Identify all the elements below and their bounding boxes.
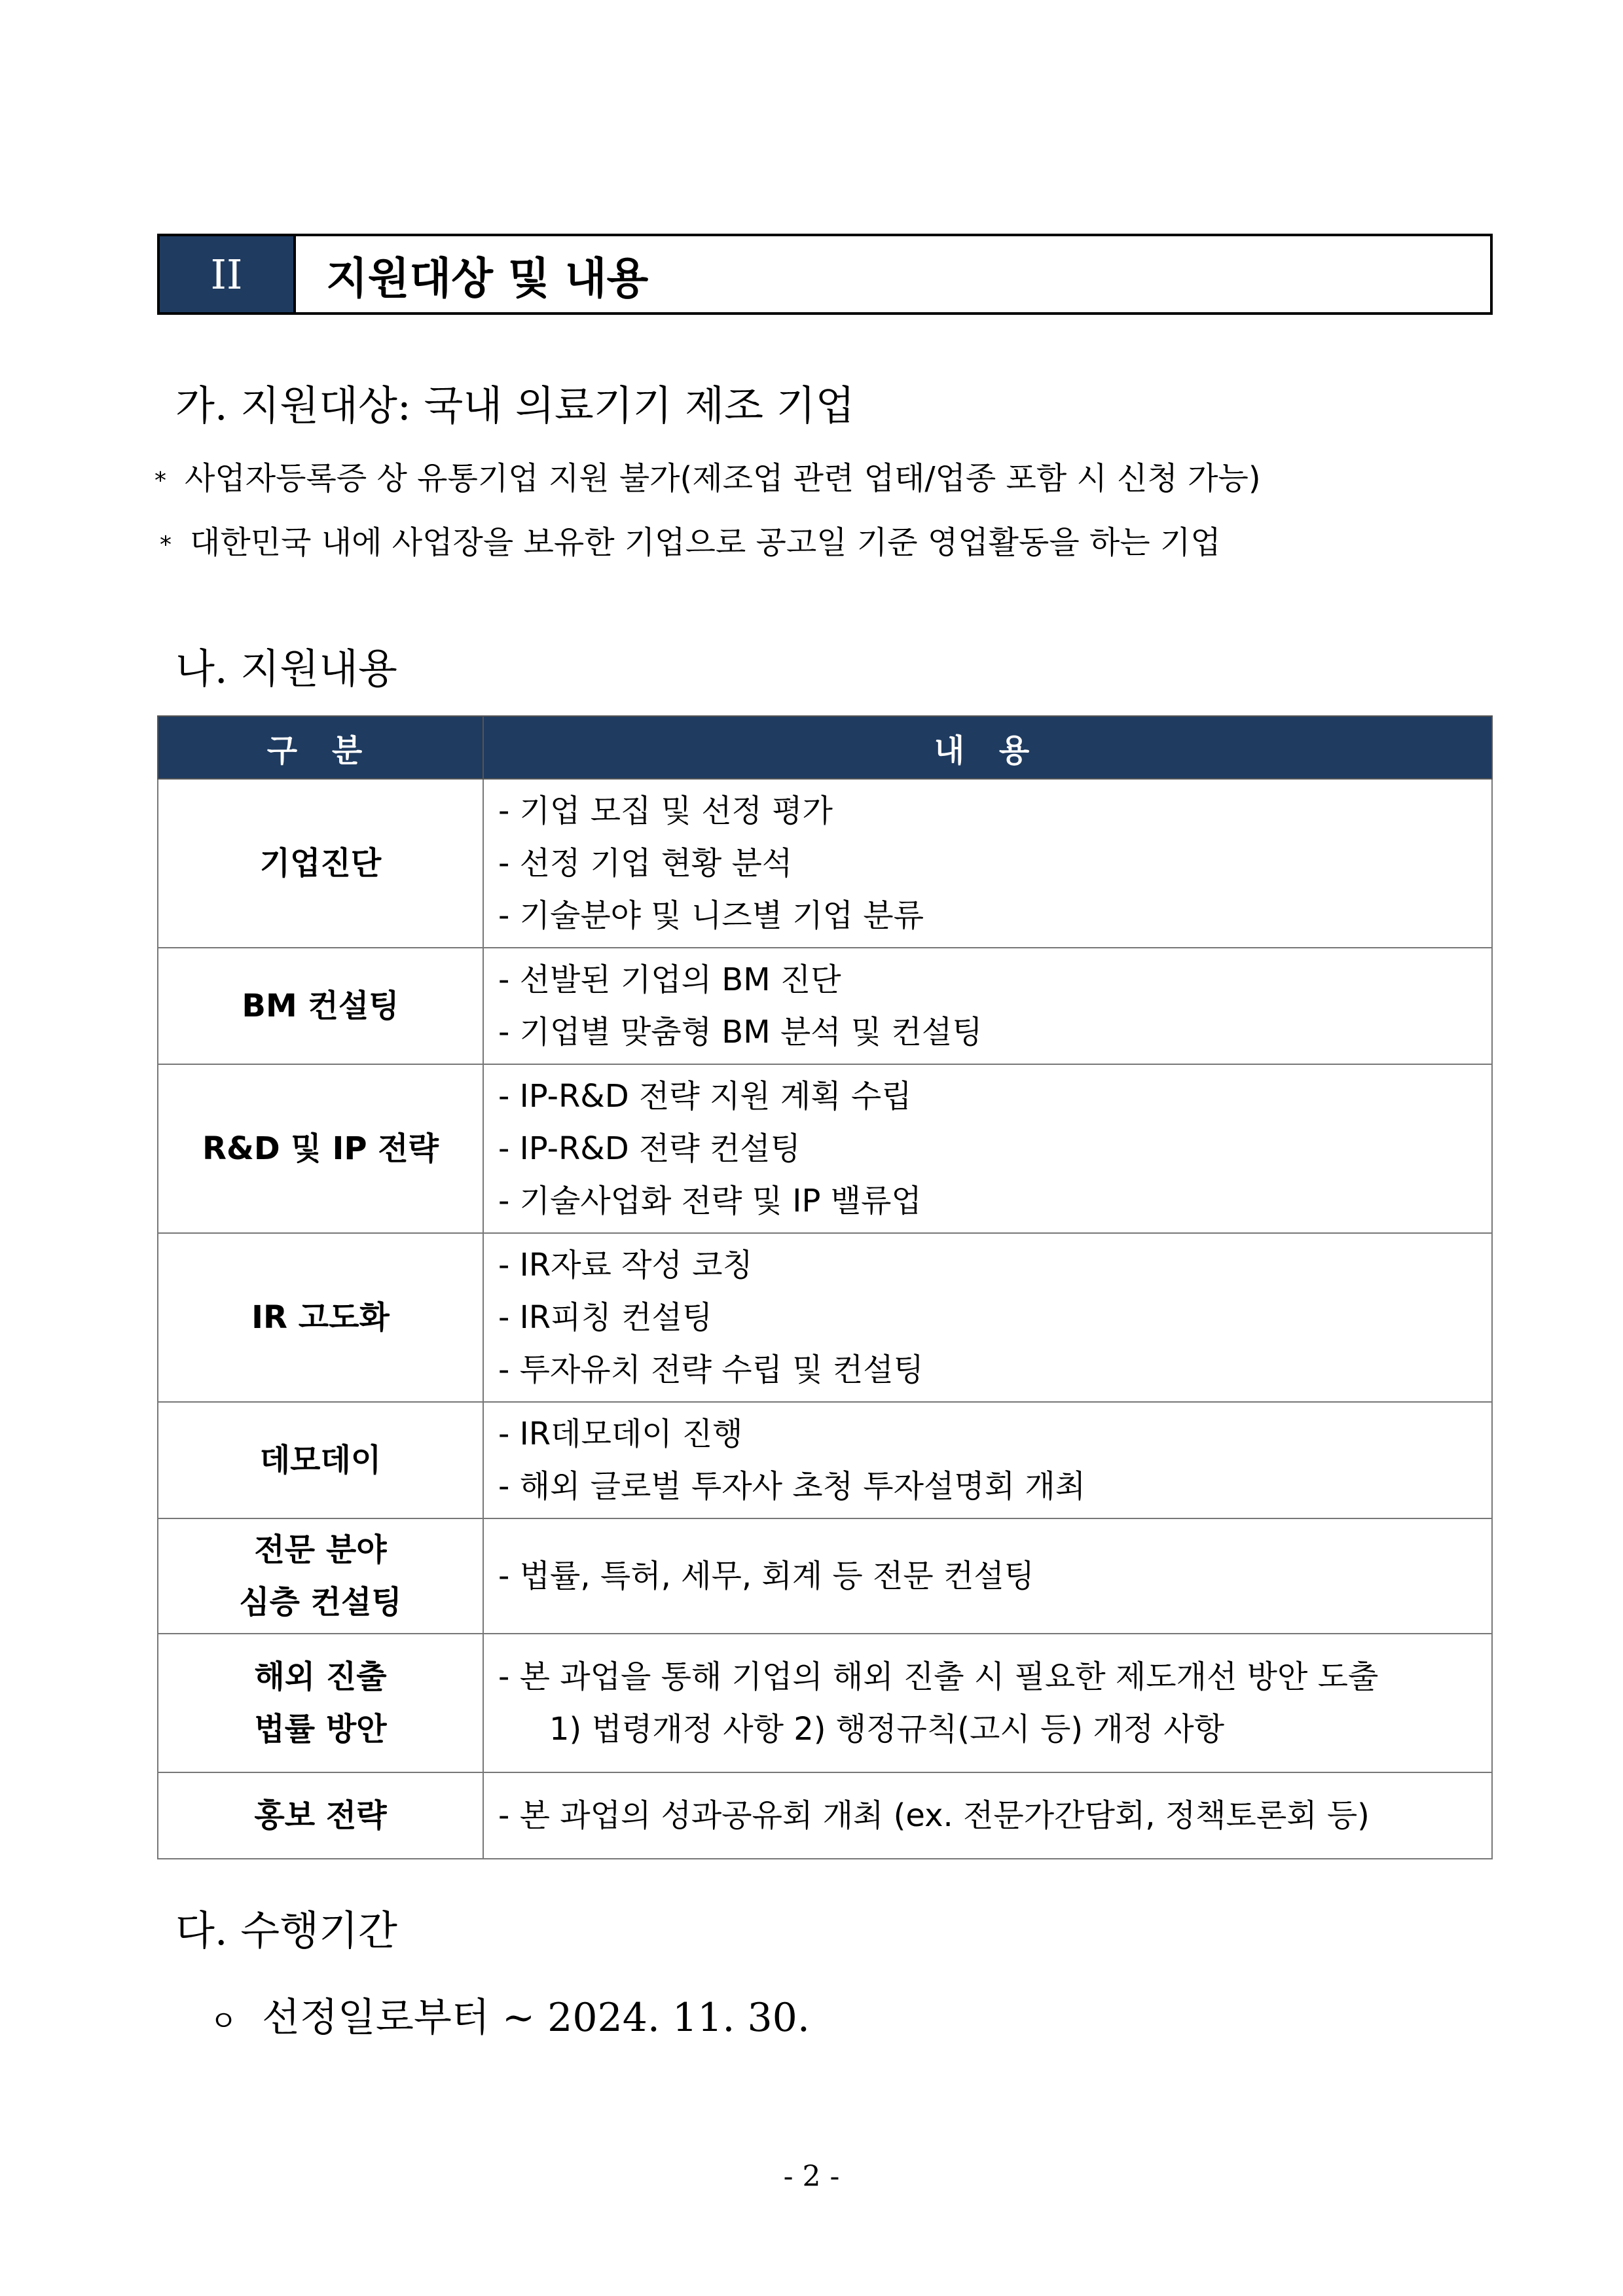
table-row	[158, 1772, 1492, 1859]
row-content	[483, 948, 1492, 1064]
row-content	[483, 1064, 1492, 1233]
content-item: - 기술분야 및 니즈별 기업 분류	[498, 897, 924, 934]
row-content	[483, 1233, 1492, 1402]
column-header-category: 구 분	[158, 716, 483, 779]
row-category: R&D 및 IP 전략	[158, 1064, 483, 1233]
row-category: 해외 진출 법률 방안	[158, 1634, 483, 1772]
period-item	[210, 1986, 810, 2043]
table-row	[158, 1402, 1492, 1518]
content-item: - IR자료 작성 코칭	[498, 1247, 753, 1283]
row-content	[483, 1518, 1492, 1634]
content-item: - 기업 모집 및 선정 평가	[498, 793, 833, 829]
section-title: 지원대상 및 내용	[326, 253, 649, 304]
content-item: - 선정 기업 현황 분석	[498, 845, 793, 882]
content-item: - 본 과업의 성과공유회 개최 (ex. 전문가간담회, 정책토론회 등)	[498, 1797, 1370, 1834]
target-heading: 가. 지원대상: 국내 의료기기 제조 기업	[175, 382, 855, 429]
table-row	[158, 1233, 1492, 1402]
target-note-2	[160, 517, 1221, 562]
period-text: 선정일로부터 ~ 2024. 11. 30.	[262, 1995, 810, 2041]
content-item: - IR데모데이 진행	[498, 1416, 743, 1452]
content-item: - 법률, 특허, 세무, 회계 등 전문 컨설팅	[498, 1558, 1035, 1594]
note-marker: *	[155, 467, 166, 494]
row-content	[483, 1402, 1492, 1518]
row-category: 데모데이	[158, 1402, 483, 1518]
table-row	[158, 1064, 1492, 1233]
row-category: BM 컨설팅	[158, 948, 483, 1064]
table-header-row	[158, 716, 1492, 779]
row-category: IR 고도화	[158, 1233, 483, 1402]
content-item: - IR피칭 컨설팅	[498, 1299, 713, 1336]
content-item: - 본 과업을 통해 기업의 해외 진출 시 필요한 제도개선 방안 도출	[498, 1659, 1379, 1695]
support-content-table	[157, 715, 1493, 1859]
table-row	[158, 1634, 1492, 1772]
note-text: 대한민국 내에 사업장을 보유한 기업으로 공고일 기준 영업활동을 하는 기업	[190, 524, 1221, 561]
content-item: - 투자유치 전략 수립 및 컨설팅	[498, 1352, 924, 1388]
note-text: 사업자등록증 상 유통기업 지원 불가(제조업 관련 업태/업종 포함 시 신청 가능)	[185, 460, 1261, 497]
table-row	[158, 948, 1492, 1064]
table-row	[158, 1518, 1492, 1634]
content-sub-item: 1) 법령개정 사항 2) 행정규칙(고시 등) 개정 사항	[549, 1711, 1225, 1748]
row-content	[483, 779, 1492, 948]
row-category: 전문 분야 심층 컨설팅	[158, 1518, 483, 1634]
column-header-content: 내 용	[483, 716, 1492, 779]
content-item: - IP-R&D 전략 지원 계획 수립	[498, 1078, 912, 1115]
content-item: - 기술사업화 전략 및 IP 밸류업	[498, 1183, 922, 1219]
row-content	[483, 1772, 1492, 1859]
row-category: 기업진단	[158, 779, 483, 948]
page-number: - 2 -	[783, 2160, 840, 2193]
table-row	[158, 779, 1492, 948]
content-item: - 선발된 기업의 BM 진단	[498, 961, 841, 998]
period-bullet: ㅇ	[210, 2005, 238, 2038]
row-content	[483, 1634, 1492, 1772]
row-category: 홍보 전략	[158, 1772, 483, 1859]
content-item: - 기업별 맞춤형 BM 분석 및 컨설팅	[498, 1014, 983, 1050]
content-heading: 나. 지원내용	[175, 645, 397, 692]
section-header	[157, 234, 1493, 315]
target-note-1	[155, 453, 1261, 498]
content-item: - IP-R&D 전략 컨설팅	[498, 1130, 801, 1167]
content-item: - 해외 글로벌 투자사 초청 투자설명회 개최	[498, 1468, 1086, 1505]
period-heading: 다. 수행기간	[175, 1907, 397, 1954]
note-marker: *	[160, 531, 172, 558]
section-number: II	[160, 236, 296, 312]
